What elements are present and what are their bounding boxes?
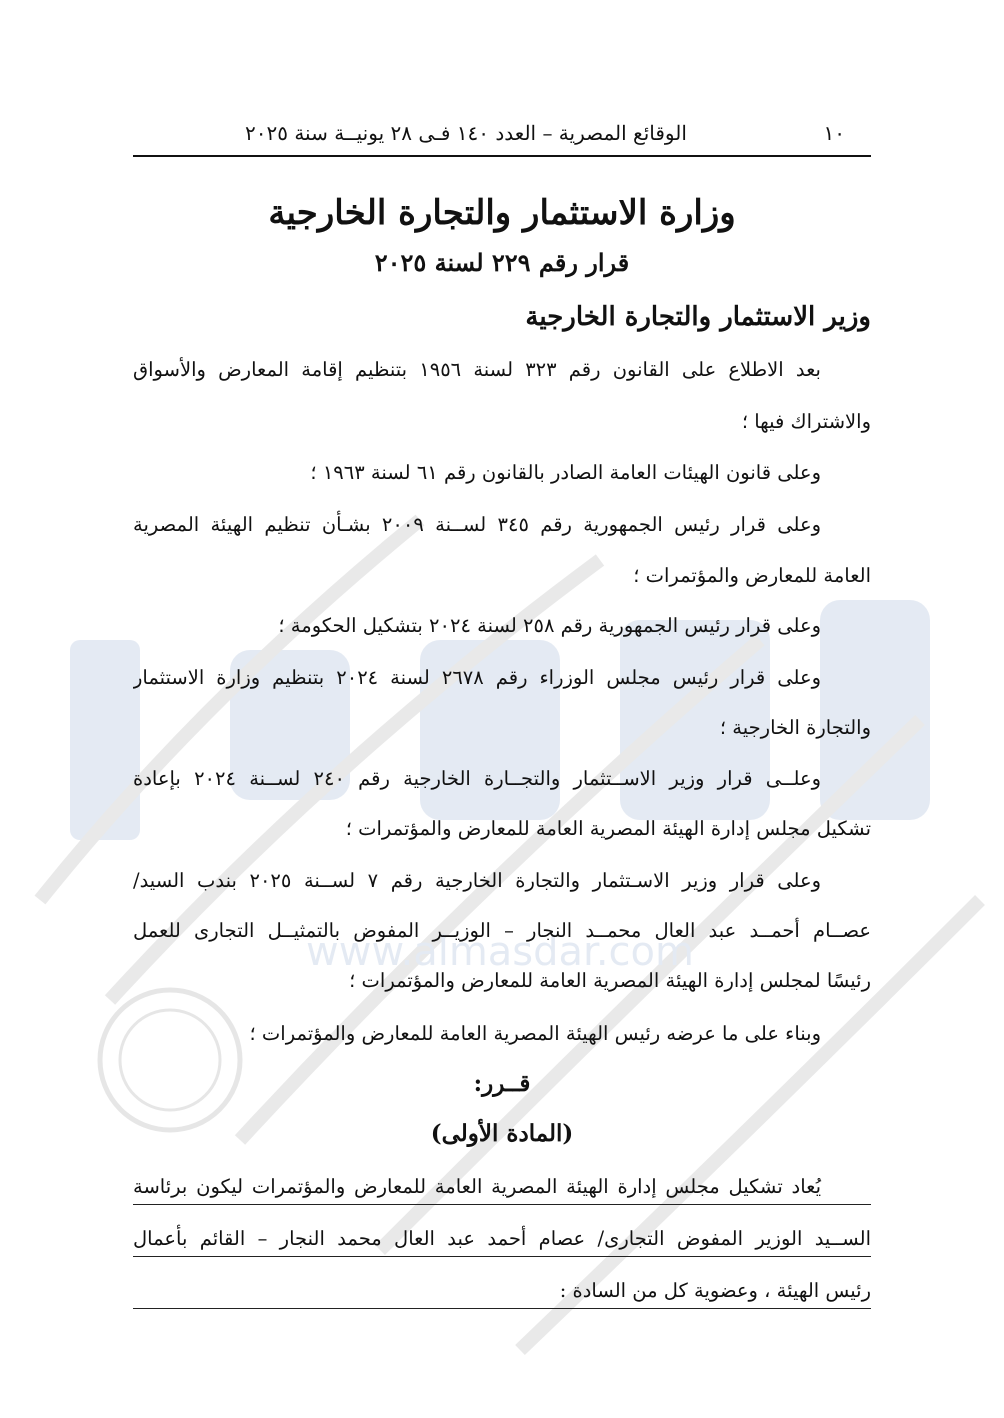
- body-line: بعد الاطلاع على القانون رقم ٣٢٣ لسنة ١٩٥٦ بتنظيم إقامة المعارض والأسواق: [133, 358, 821, 381]
- article-line: يُعاد تشكيل مجلس إدارة الهيئة المصرية العامة للمعارض والمؤتمرات ليكون برئاسة: [133, 1170, 871, 1205]
- header-rule: [133, 155, 871, 157]
- ministry-title: وزارة الاستثمار والتجارة الخارجية: [268, 193, 736, 233]
- article-line: رئيس الهيئة ، وعضوية كل من السادة :: [133, 1274, 871, 1309]
- watermark-url: www.almasdar.com: [306, 929, 694, 975]
- article-title: (المادة الأولى): [430, 1120, 574, 1147]
- body-line: والاشتراك فيها ؛: [741, 410, 871, 433]
- page-number: ١٠: [823, 121, 845, 145]
- body-line: وعلى قرار وزير الاسـتثمار والتجارة الخارجية رقم ٧ لســنة ٢٠٢٥ بندب السيد/: [133, 869, 822, 892]
- decided-heading: قــرر:: [473, 1070, 531, 1097]
- body-line: وعلــى قرار وزير الاســتثمار والتجــارة الخارجية رقم ٢٤٠ لســنة ٢٠٢٤ بإعادة: [133, 767, 821, 790]
- body-line: رئيسًا لمجلس إدارة الهيئة المصرية العامة للمعارض والمؤتمرات ؛: [349, 969, 871, 992]
- body-line: وعلى قرار رئيس مجلس الوزراء رقم ٢٦٧٨ لسنة ٢٠٢٤ بتنظيم وزارة الاستثمار: [133, 666, 822, 689]
- issuer-heading: وزير الاستثمار والتجارة الخارجية: [525, 302, 871, 332]
- body-line: العامة للمعارض والمؤتمرات ؛: [633, 564, 871, 587]
- body-line: وعلى قانون الهيئات العامة الصادر بالقانون رقم ٦١ لسنة ١٩٦٣ ؛: [310, 461, 821, 484]
- body-line: والتجارة الخارجية ؛: [719, 716, 871, 739]
- body-line: وبناء على ما عرضه رئيس الهيئة المصرية العامة للمعارض والمؤتمرات ؛: [249, 1022, 821, 1045]
- body-line: وعلى قرار رئيس الجمهورية رقم ٢٥٨ لسنة ٢٠٢٤ بتشكيل الحكومة ؛: [278, 614, 821, 637]
- running-title: الوقائع المصرية – العدد ١٤٠ فـى ٢٨ يونيــة سنة ٢٠٢٥: [245, 121, 687, 145]
- page-header: [133, 118, 871, 148]
- body-line: عصــام أحمــد عبد العال محمــد النجار – الوزيــر المفوض بالتمثيــل التجارى للعمل: [133, 919, 871, 942]
- decree-title: قرار رقم ٢٢٩ لسنة ٢٠٢٥: [374, 248, 630, 277]
- article-line: الســيد الوزير المفوض التجارى/ عصام أحمد عبد العال محمد النجار – القائم بأعمال: [133, 1222, 871, 1257]
- body-line: وعلى قرار رئيس الجمهورية رقم ٣٤٥ لســنة ٢٠٠٩ بشـأن تنظيم الهيئة المصرية: [133, 513, 822, 536]
- body-line: تشكيل مجلس إدارة الهيئة المصرية العامة للمعارض والمؤتمرات ؛: [345, 817, 871, 840]
